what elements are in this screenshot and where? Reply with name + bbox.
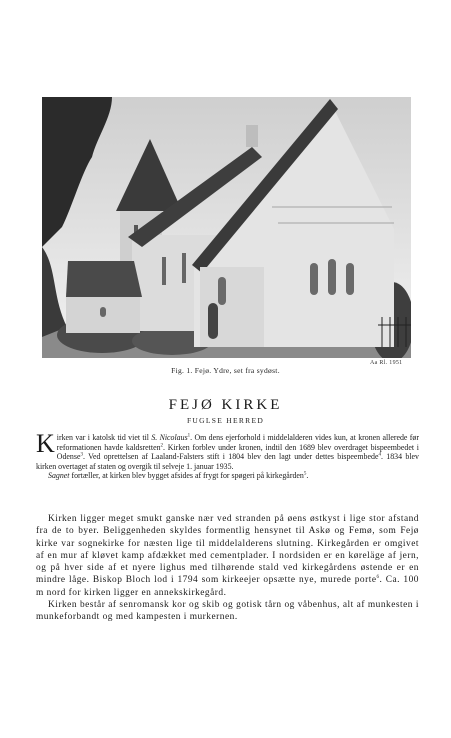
- page-subtitle: FUGLSE HERRED: [186, 416, 265, 425]
- footnote-ref: 2: [160, 442, 164, 448]
- notes-text: . 1834 blev kirken overtaget af staten og overgik til selveje 1. januar 1935.: [36, 452, 419, 471]
- main-text: [36, 513, 419, 624]
- figure-caption: Fig. 1. Fejø. Ydre, set fra sydøst.: [171, 366, 280, 375]
- notes-text: . Kirken forblev under kronen, indtil den 1689 blev overdraget bispeembedet i Odense: [56, 442, 419, 462]
- notes-text: . Ved oprettelsen af Laaland-Falsters stift i 1804 blev den lagt under dettes bispeembede: [82, 452, 379, 462]
- footnote-ref: 5: [303, 471, 307, 477]
- saint-name: S. Nicolaus: [151, 433, 188, 442]
- photo-credit: Aa Rl. 1951: [370, 360, 403, 366]
- body-text: Kirken ligger meget smukt ganske nær ved stranden på øens østkyst i lige stor afstand fra de to byer. Beliggenheden skyldes formentlig hensynet til Askø og Femø, som Fejø kirke var sognekirke for næsten lige til middelalderens slutning. Kirkegården er omgivet af en mur af kløvet kamp afdækket med cementplader. I nordsiden er en køreläge af jern, og på hver side af et nyere lighus med tilhørende stald ved kirkegårdens østende er en mindre låge. Biskop Bloch lod i 1794 som kirkeejer opsætte nye, murede porte: [36, 514, 419, 586]
- notes-paragraph: [36, 471, 419, 481]
- history-notes: [36, 429, 419, 481]
- footnote-ref: 4: [378, 452, 381, 458]
- notes-text: irken var i katolsk tid viet til: [56, 433, 152, 442]
- body-text: . Ca. 100 m nord for kirken ligger en annekskirkegård.: [36, 575, 419, 598]
- page-title: FEJØ KIRKE: [168, 397, 283, 413]
- church-photograph: [42, 97, 411, 358]
- legend-label: Sagnet: [48, 471, 70, 481]
- body-paragraph: [36, 513, 419, 599]
- footnote-ref: 1: [187, 433, 191, 439]
- drop-cap: K: [36, 429, 55, 458]
- footnote-ref: 3: [80, 452, 83, 458]
- notes-text: .: [306, 471, 309, 481]
- notes-paragraph: [36, 429, 419, 471]
- notes-text: . Om dens ejerforhold i middelalderen vides kun, at kronen allerede før reformationen havde kaldsretten: [56, 433, 419, 452]
- footnote-ref: 6: [376, 575, 380, 581]
- body-paragraph: Kirken består af senromansk kor og skib og gotisk tårn og våbenhus, alt af munkesten i munkeforbandt og med kampesten i murkernen.: [36, 600, 419, 623]
- notes-text: fortæller, at kirken blev bygget afsides af frygt for spøgeri på kirkegården: [69, 471, 304, 481]
